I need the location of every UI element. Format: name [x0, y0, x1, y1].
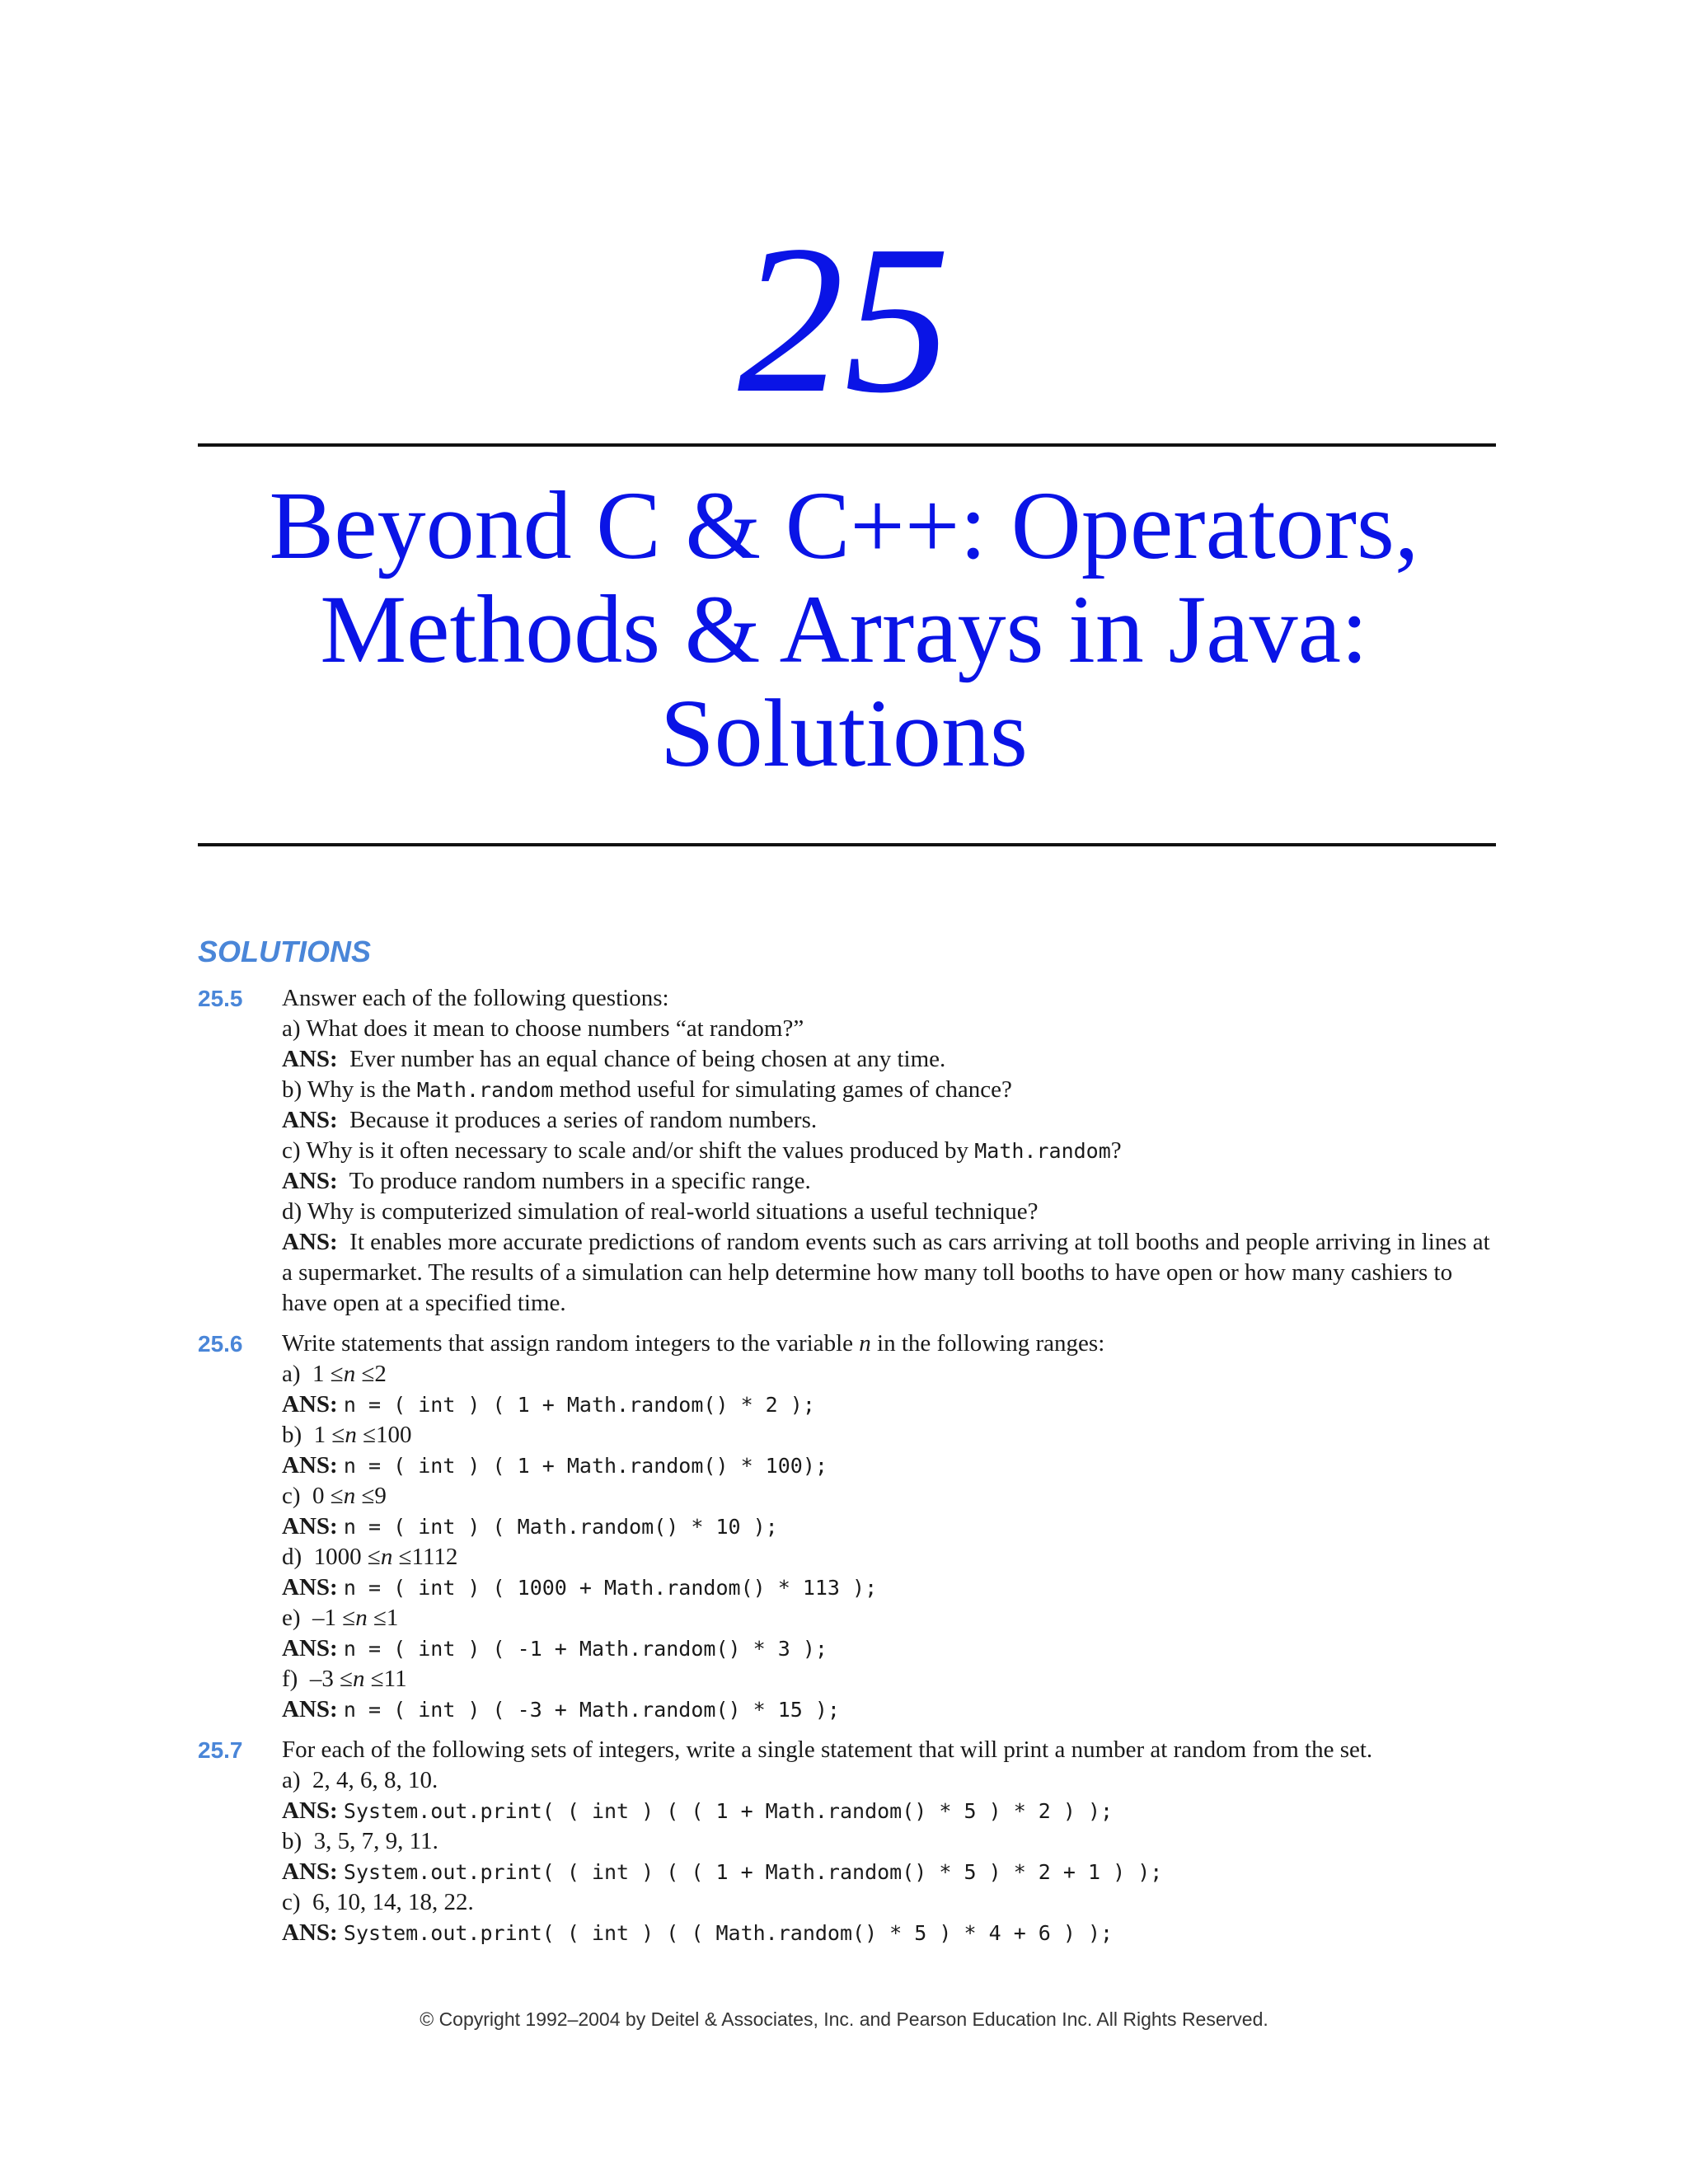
answer — [282, 1390, 1500, 1420]
variable-n: n — [345, 1422, 357, 1448]
leq-symbol: ≤ — [370, 1666, 384, 1692]
answer — [282, 1451, 1500, 1481]
problem-25-7 — [198, 1735, 1500, 1948]
item-label: c) — [282, 1483, 301, 1509]
ans-label: ANS: — [282, 1046, 338, 1072]
integer-set: 2, 4, 6, 8, 10. — [312, 1767, 438, 1793]
answer-code: n = ( int ) ( 1000 + Math.random() * 113 ); — [343, 1576, 878, 1600]
integer-set: 6, 10, 14, 18, 22. — [312, 1889, 474, 1915]
integer-set: 3, 5, 7, 9, 11. — [313, 1828, 438, 1854]
question-text: method useful for simulating games of chance? — [553, 1076, 1012, 1103]
variable-n: n — [380, 1544, 393, 1570]
set-question — [282, 1887, 1500, 1918]
answer — [282, 1918, 1500, 1948]
question-text: ? — [1110, 1137, 1122, 1164]
item-label: c) — [282, 1889, 301, 1915]
ans-label: ANS: — [282, 1696, 338, 1722]
solutions-content — [198, 983, 1500, 1958]
range-low: –3 — [309, 1666, 334, 1692]
range-question — [282, 1481, 1500, 1511]
ans-label: ANS: — [282, 1797, 338, 1824]
problem-intro — [282, 1329, 1500, 1359]
question-text: b) Why is the — [282, 1076, 417, 1103]
answer — [282, 1694, 1500, 1725]
range-high: 11 — [383, 1666, 407, 1692]
problem-25-5 — [198, 983, 1500, 1319]
answer-code: n = ( int ) ( 1 + Math.random() * 2 ); — [343, 1393, 815, 1417]
answer-code: n = ( int ) ( -3 + Math.random() * 15 ); — [343, 1698, 840, 1722]
variable-n: n — [859, 1330, 871, 1357]
range-question — [282, 1664, 1500, 1694]
ans-label: ANS: — [282, 1107, 338, 1133]
answer-code: System.out.print( ( int ) ( ( 1 + Math.random() * 5 ) * 2 ) ); — [343, 1799, 1114, 1823]
copyright-footer: © Copyright 1992–2004 by Deitel & Associates, Inc. and Pearson Education Inc. All Rights Reserved. — [420, 2008, 1268, 2030]
answer-code: System.out.print( ( int ) ( ( 1 + Math.random() * 5 ) * 2 + 1 ) ); — [343, 1860, 1163, 1884]
item-label: a) — [282, 1767, 301, 1793]
ans-label: ANS: — [282, 1391, 338, 1418]
top-rule — [198, 443, 1496, 447]
item-label: b) — [282, 1422, 302, 1448]
answer — [282, 1511, 1500, 1542]
answer — [282, 1044, 1500, 1075]
ans-label: ANS: — [282, 1168, 338, 1194]
range-question — [282, 1359, 1500, 1390]
item-label: b) — [282, 1828, 302, 1854]
leq-symbol: ≤ — [342, 1605, 356, 1631]
leq-symbol: ≤ — [330, 1483, 344, 1509]
question: a) What does it mean to choose numbers “at random?” — [282, 1015, 804, 1042]
ans-label: ANS: — [282, 1452, 338, 1479]
problem-number: 25.7 — [198, 1737, 243, 1763]
answer-code: n = ( int ) ( Math.random() * 10 ); — [343, 1515, 778, 1539]
variable-n: n — [343, 1361, 356, 1387]
set-question — [282, 1826, 1500, 1857]
problem-intro: Answer each of the following questions: — [282, 985, 669, 1011]
ans-label: ANS: — [282, 1574, 338, 1601]
range-question — [282, 1603, 1500, 1633]
leq-symbol: ≤ — [367, 1544, 381, 1570]
question — [282, 1075, 1500, 1105]
problem-number: 25.6 — [198, 1331, 243, 1357]
answer — [282, 1857, 1500, 1887]
variable-n: n — [353, 1666, 365, 1692]
range-high: 1 — [386, 1605, 399, 1631]
item-label: a) — [282, 1361, 301, 1387]
range-low: 1 — [313, 1422, 326, 1448]
inline-code: Math.random — [416, 1078, 554, 1102]
variable-n: n — [343, 1483, 356, 1509]
range-low: 1000 — [313, 1544, 362, 1570]
range-question — [282, 1420, 1500, 1451]
chapter-title-line: Solutions — [660, 679, 1028, 787]
answer — [282, 1572, 1500, 1603]
question-text: c) Why is it often necessary to scale and/or shift the values produced by — [282, 1137, 975, 1164]
ans-label: ANS: — [282, 1635, 338, 1661]
answer — [282, 1633, 1500, 1664]
problem-intro: For each of the following sets of integers, write a single statement that will print a number at random from the set. — [282, 1736, 1373, 1763]
answer-code: n = ( int ) ( 1 + Math.random() * 100); — [343, 1454, 828, 1478]
range-low: 0 — [312, 1483, 325, 1509]
intro-text: Write statements that assign random integers to the variable — [282, 1330, 860, 1357]
range-low: –1 — [312, 1605, 337, 1631]
chapter-number: 25 — [738, 201, 950, 437]
answer-text: Ever number has an equal chance of being chosen at any time. — [349, 1046, 946, 1072]
answer-code: n = ( int ) ( -1 + Math.random() * 3 ); — [343, 1637, 828, 1661]
leq-symbol: ≤ — [361, 1361, 375, 1387]
ans-label: ANS: — [282, 1858, 338, 1885]
item-label: d) — [282, 1544, 302, 1570]
problem-25-6 — [198, 1329, 1500, 1725]
range-high: 1112 — [411, 1544, 458, 1570]
answer-text: To produce random numbers in a specific range. — [349, 1168, 811, 1194]
inline-code: Math.random — [974, 1139, 1111, 1163]
section-heading: SOLUTIONS — [198, 935, 372, 968]
range-high: 100 — [376, 1422, 412, 1448]
answer-text: Because it produces a series of random numbers. — [349, 1107, 818, 1133]
problem-number: 25.5 — [198, 986, 243, 1011]
answer — [282, 1105, 1500, 1136]
chapter-title — [0, 471, 1688, 787]
range-high: 9 — [374, 1483, 387, 1509]
ans-label: ANS: — [282, 1513, 338, 1540]
chapter-title-line: Methods & Arrays in Java: — [320, 575, 1368, 683]
range-question — [282, 1542, 1500, 1572]
ans-label: ANS: — [282, 1919, 338, 1946]
question: d) Why is computerized simulation of real-world situations a useful technique? — [282, 1198, 1039, 1225]
leq-symbol: ≤ — [361, 1483, 375, 1509]
leq-symbol: ≤ — [363, 1422, 377, 1448]
intro-text: in the following ranges: — [870, 1330, 1105, 1357]
set-question — [282, 1765, 1500, 1796]
leq-symbol: ≤ — [398, 1544, 412, 1570]
answer-code: System.out.print( ( int ) ( ( Math.random() * 5 ) * 4 + 6 ) ); — [343, 1921, 1114, 1945]
answer — [282, 1227, 1500, 1319]
chapter-title-line: Beyond C & C++: Operators, — [269, 471, 1419, 579]
answer — [282, 1796, 1500, 1826]
variable-n: n — [355, 1605, 368, 1631]
leq-symbol: ≤ — [331, 1422, 345, 1448]
leq-symbol: ≤ — [373, 1605, 387, 1631]
answer-text: It enables more accurate predictions of random events such as cars arriving at toll booths and people arriving in lines at a supermarket. The results of a simulation can help determine how many toll booths to have open or how many cashiers to have open at a specified time. — [282, 1229, 1490, 1316]
ans-label: ANS: — [282, 1229, 338, 1255]
bottom-rule — [198, 843, 1496, 846]
item-label: e) — [282, 1605, 301, 1631]
leq-symbol: ≤ — [330, 1361, 344, 1387]
leq-symbol: ≤ — [340, 1666, 353, 1692]
range-low: 1 — [312, 1361, 325, 1387]
question — [282, 1136, 1500, 1166]
range-high: 2 — [374, 1361, 387, 1387]
answer — [282, 1166, 1500, 1197]
item-label: f) — [282, 1666, 298, 1692]
